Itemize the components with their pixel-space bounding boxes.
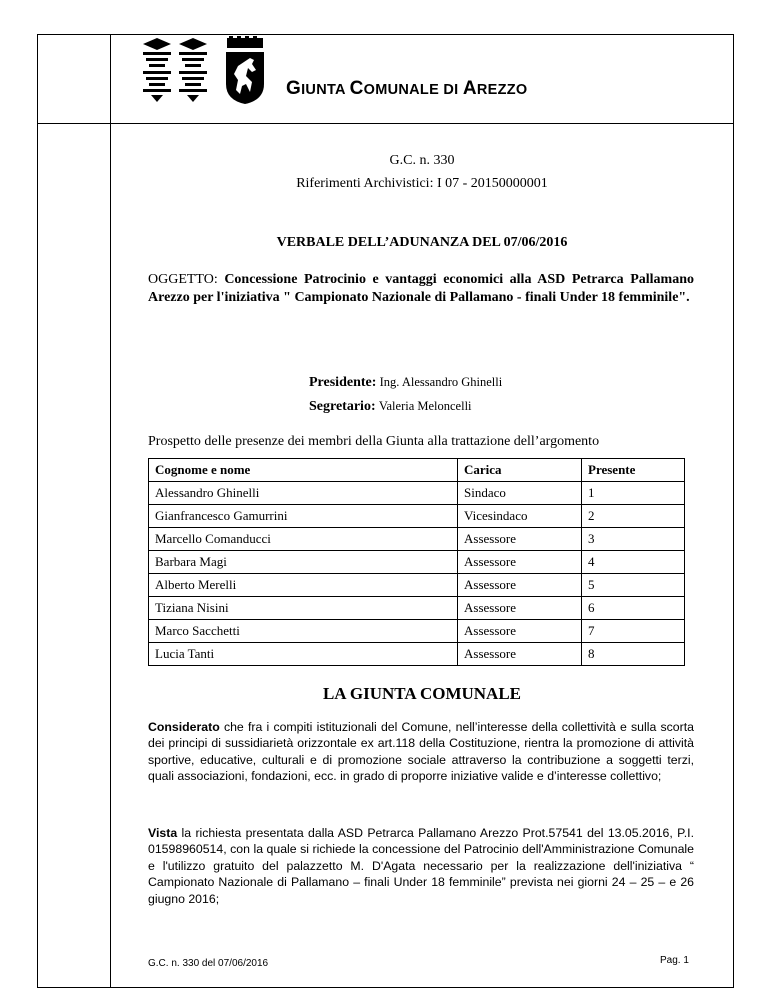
gc-number: G.C. n. 330: [389, 153, 455, 168]
segretario-line: [309, 398, 472, 415]
council-title: GIUNTA COMUNALE DI AREZZO: [286, 78, 528, 99]
table-row: [149, 597, 685, 620]
verbale-title: VERBALE DELL’ADUNANZA DEL 07/06/2016: [276, 235, 568, 250]
attendance-table: [148, 458, 685, 666]
subject-label: OGGETTO:: [148, 272, 225, 287]
member-present: 3: [582, 528, 685, 551]
member-name: Barbara Magi: [149, 551, 458, 574]
member-role: Assessore: [458, 620, 582, 643]
p2-lead: Vista: [148, 826, 178, 840]
member-role: Assessore: [458, 574, 582, 597]
vista-paragraph: [148, 825, 694, 907]
table-row: [149, 574, 685, 597]
header-rule: [37, 123, 734, 124]
member-name: Alberto Merelli: [149, 574, 458, 597]
member-present: 1: [582, 482, 685, 505]
member-present: 4: [582, 551, 685, 574]
table-header-row: [149, 459, 685, 482]
col-header-role: Carica: [458, 459, 582, 482]
member-name: Marco Sacchetti: [149, 620, 458, 643]
segretario-name: Valeria Meloncelli: [378, 399, 472, 413]
page-number: Pag. 1: [660, 955, 689, 966]
arezzo-coat-of-arms-icon: [224, 36, 266, 104]
table-row: [149, 551, 685, 574]
stripes-logo-icon: [141, 38, 213, 102]
p1-text: che fra i compiti istituzionali del Comune, nell’interesse della collettività e sulla scorta dei principi di sussidiarietà orizzontale ex art.118 della Costituzione, rientra la promozione di attività sportive, educative, culturali e di promozione sociale attraverso la contribuzione a soggetti terzi, quali associazioni, fondazioni, ecc. in grado di proporre iniziative valide e d’interesse collettivo;: [148, 720, 694, 784]
member-role: Vicesindaco: [458, 505, 582, 528]
member-present: 6: [582, 597, 685, 620]
col-header-name: Cognome e nome: [149, 459, 458, 482]
table-row: [149, 620, 685, 643]
table-row: [149, 643, 685, 666]
member-role: Assessore: [458, 643, 582, 666]
p2-text: la richiesta presentata dalla ASD Petrarca Pallamano Arezzo Prot.57541 del 13.05.2016, P.I. 01598960514, con la quale si richiede la concessione del Patrocinio dell'Amministrazione Comunale e l'utilizzo gratuito del palazzetto M. D'Agata necessario per la realizzazione dell'iniziativa “ Campionato Nazionale di Pallamano – finali Under 18 femminile” prevista nei giorni 24 – 25 – e 26 giugno 2016;: [148, 826, 694, 906]
giunta-heading: LA GIUNTA COMUNALE: [322, 684, 522, 703]
member-present: 7: [582, 620, 685, 643]
considerato-paragraph: [148, 719, 694, 785]
subject-block: [148, 271, 694, 307]
table-row: [149, 505, 685, 528]
member-present: 5: [582, 574, 685, 597]
attendance-intro: Prospetto delle presenze dei membri della Giunta alla trattazione dell’argomento: [148, 434, 600, 449]
p1-lead: Considerato: [148, 720, 220, 734]
table-row: [149, 528, 685, 551]
presidente-label: Presidente:: [309, 375, 377, 390]
member-role: Sindaco: [458, 482, 582, 505]
member-name: Marcello Comanducci: [149, 528, 458, 551]
footer-reference: G.C. n. 330 del 07/06/2016: [148, 958, 269, 969]
member-present: 8: [582, 643, 685, 666]
member-role: Assessore: [458, 528, 582, 551]
segretario-label: Segretario:: [309, 399, 376, 414]
presidente-name: Ing. Alessandro Ghinelli: [379, 375, 503, 389]
archive-reference: Riferimenti Archivistici: I 07 - 20150000001: [296, 176, 548, 191]
member-name: Lucia Tanti: [149, 643, 458, 666]
member-name: Tiziana Nisini: [149, 597, 458, 620]
member-present: 2: [582, 505, 685, 528]
member-name: Alessandro Ghinelli: [149, 482, 458, 505]
subject-text: Concessione Patrocinio e vantaggi economici alla ASD Petrarca Pallamano Arezzo per l'iniziativa " Campionato Nazionale di Pallamano - finali Under 18 femminile".: [148, 272, 694, 305]
presidente-line: [309, 374, 502, 391]
member-role: Assessore: [458, 597, 582, 620]
table-row: [149, 482, 685, 505]
member-name: Gianfrancesco Gamurrini: [149, 505, 458, 528]
member-role: Assessore: [458, 551, 582, 574]
col-header-present: Presente: [582, 459, 685, 482]
